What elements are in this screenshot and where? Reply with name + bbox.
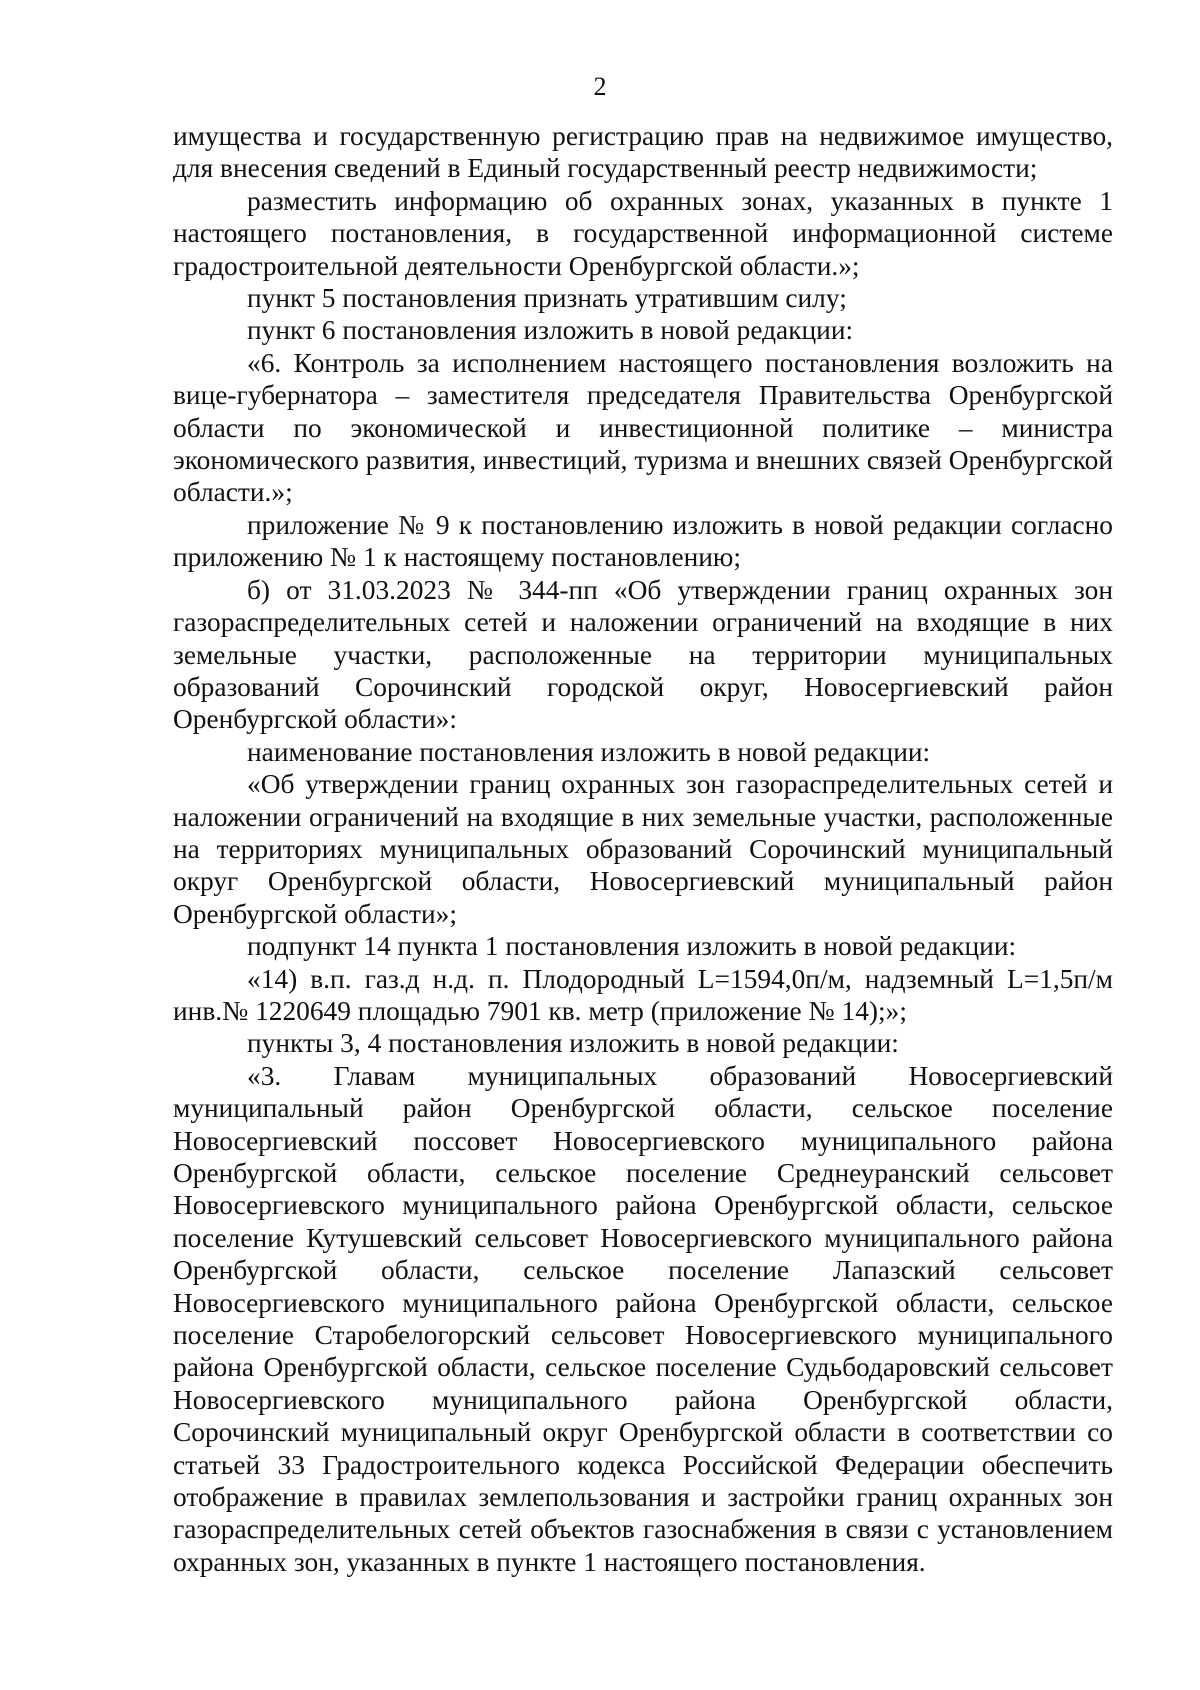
paragraph-subitem-14-intro: подпункт 14 пункта 1 постановления изложить в новой редакции: [247,931,1017,962]
paragraph-title-intro: наименование постановления изложить в новой редакции: [247,736,931,767]
paragraph-items-3-4-intro: пункты 3, 4 постановления изложить в новой редакции: [247,1028,899,1059]
paragraph-item-5-void: пункт 5 постановления признать утратившим силу; [247,283,847,314]
document-body [173,120,1113,1578]
paragraph-place-information: разместить информацию об охранных зонах, указанных в пункте 1 настоящего постановления, в государственной информационной системе градостроительной деятельности Оренбургской области.»; [173,185,1113,281]
paragraph-item-6-intro: пункт 6 постановления изложить в новой редакции: [247,315,854,346]
paragraph-resolution-b: б) от 31.03.2023 № 344-пп «Об утверждении границ охранных зон газораспределительных сетей и наложении ограничений на входящие в них земельные участки, расположенные на территории муниципальных образований Сорочинский городской округ, Новосергиевский район Оренбургской области»: [173,574,1113,735]
page-number: 2 [593,72,607,101]
paragraph-property-registration: имущества и государственную регистрацию прав на недвижимое имущество, для внесения сведений в Единый государственный реестр недвижимости; [173,121,1113,184]
paragraph-item-3-text: «3. Главам муниципальных образований Новосергиевский муниципальный район Оренбургской области, сельское поселение Новосергиевский поссовет Новосергиевского муниципального района Оренбургской области, сельское поселение Среднеуранский сельсовет Новосергиевского муниципального района Оренбургской области, сельское поселение Кутушевский сельсовет Новосергиевского муниципального района Оренбургской области, сельское поселение Лапазский сельсовет Новосергиевского муниципального района Оренбургской области, сельское поселение Старобелогорский сельсовет Новосергиевского муниципального района Оренбургской области, сельское поселение Судьбодаровский сельсовет Новосергиевского муниципального района Оренбургской области, Сорочинский муниципальный округ Оренбургской области в соответствии со статьей 33 Градостроительного кодекса Российской Федерации обеспечить отображение в правилах землепользования и застройки границ охранных зон газораспределительных сетей объектов газоснабжения в связи с установлением охранных зон, указанных в пункте 1 настоящего постановления. [173,1060,1113,1577]
paragraph-subitem-14-text: «14) в.п. газ.д н.д. п. Плодородный L=1594,0п/м, надземный L=1,5п/м инв.№ 1220649 площадью 7901 кв. метр (приложение № 14);»; [173,963,1113,1026]
paragraph-appendix-9: приложение № 9 к постановлению изложить в новой редакции согласно приложению № 1 к настоящему постановлению; [173,509,1113,573]
paragraph-item-6-text: «6. Контроль за исполнением настоящего постановления возложить на вице-губернатора – заместителя председателя Правительства Оренбургской области по экономической и инвестиционной политике – министра экономического развития, инвестиций, туризма и внешних связей Оренбургской области.»; [173,347,1113,508]
paragraph-title-text: «Об утверждении границ охранных зон газораспределительных сетей и наложении ограничений на входящие в них земельные участки, расположенные на территориях муниципальных образований Сорочинский муниципальный округ Оренбургской области, Новосергиевский муниципальный район Оренбургской области»; [173,769,1113,929]
